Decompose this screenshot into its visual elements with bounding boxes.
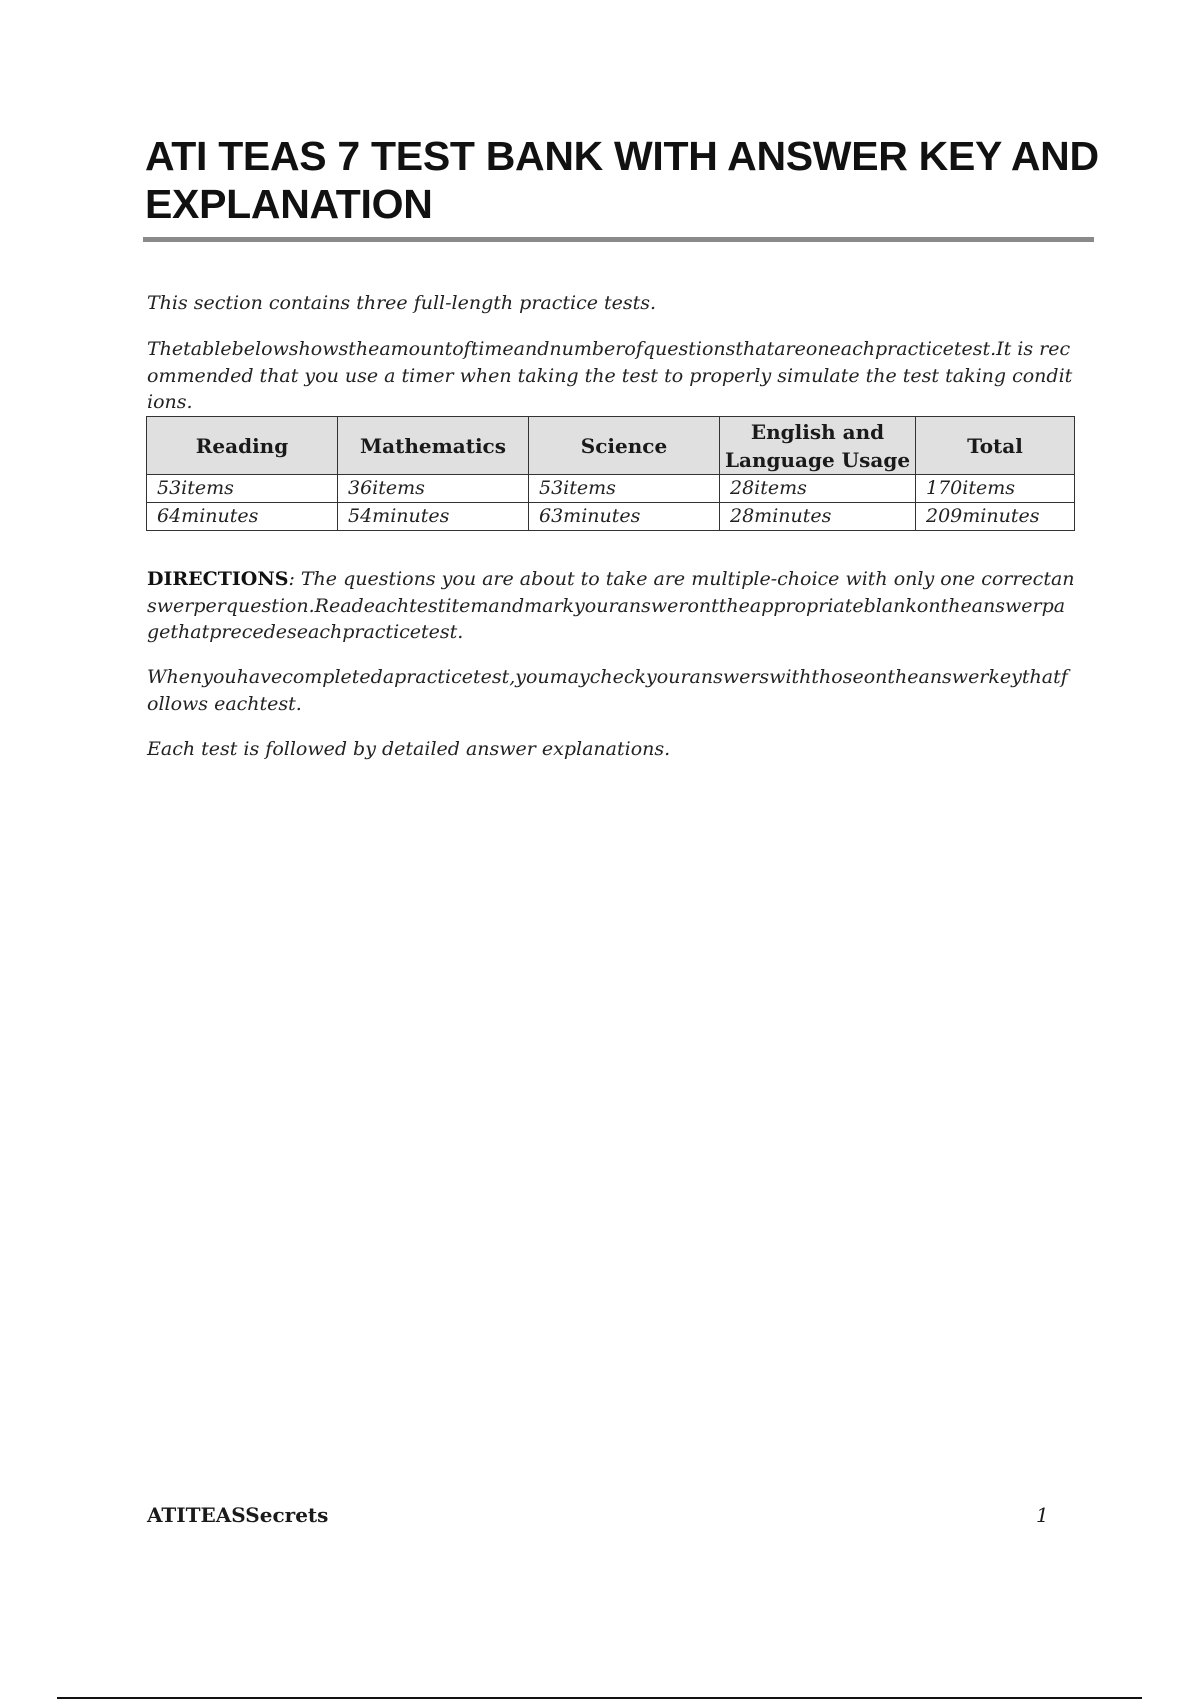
intro-paragraph: This section contains three full-length practice tests. bbox=[147, 292, 657, 314]
title-divider bbox=[143, 237, 1094, 242]
table-header-english: English and Language Usage bbox=[720, 417, 916, 475]
table-row bbox=[147, 475, 1075, 503]
table-cell: 53items bbox=[529, 475, 720, 503]
directions-paragraph bbox=[147, 566, 1077, 646]
directions-label: DIRECTIONS bbox=[147, 568, 289, 590]
explanations-paragraph: Each test is followed by detailed answer explanations. bbox=[147, 738, 671, 760]
table-header-mathematics: Mathematics bbox=[338, 417, 529, 475]
table-header-reading: Reading bbox=[147, 417, 338, 475]
table-cell: 63minutes bbox=[529, 503, 720, 531]
table-cell: 64minutes bbox=[147, 503, 338, 531]
page-number: 1 bbox=[1036, 1503, 1049, 1527]
table-row bbox=[147, 503, 1075, 531]
footer-source: ATITEASSecrets bbox=[147, 1503, 329, 1527]
table-cell: 209minutes bbox=[916, 503, 1075, 531]
page-title: ATI TEAS 7 TEST BANK WITH ANSWER KEY AND EXPLANATION bbox=[145, 133, 1099, 227]
table-header-science: Science bbox=[529, 417, 720, 475]
table-header-row bbox=[147, 417, 1075, 475]
table-cell: 36items bbox=[338, 475, 529, 503]
table-cell: 170items bbox=[916, 475, 1075, 503]
table-cell: 54minutes bbox=[338, 503, 529, 531]
table-cell: 28items bbox=[720, 475, 916, 503]
table-intro-paragraph: Thetablebelowshowstheamountoftimeandnumberofquestionsthatareoneachpracticetest.It is recommended that you use a timer when taking the test to properly simulate the test taking conditions. bbox=[147, 338, 1073, 413]
completion-paragraph: Whenyouhavecompletedapracticetest,youmaycheckyouranswerswiththoseontheanswerkeythatfollows eachtest. bbox=[147, 666, 1068, 715]
table-cell: 28minutes bbox=[720, 503, 916, 531]
test-summary-table bbox=[146, 416, 1075, 531]
page-bottom-rule bbox=[57, 1697, 1142, 1699]
table-header-total: Total bbox=[916, 417, 1075, 475]
directions-text: : The questions you are about to take are multiple-choice with only one correctanswerperquestion.Readeachtestitemandmarkyouransweronttheappropriateblankontheanswerpagethatprecedeseachpracticetest. bbox=[147, 568, 1075, 643]
table-cell: 53items bbox=[147, 475, 338, 503]
